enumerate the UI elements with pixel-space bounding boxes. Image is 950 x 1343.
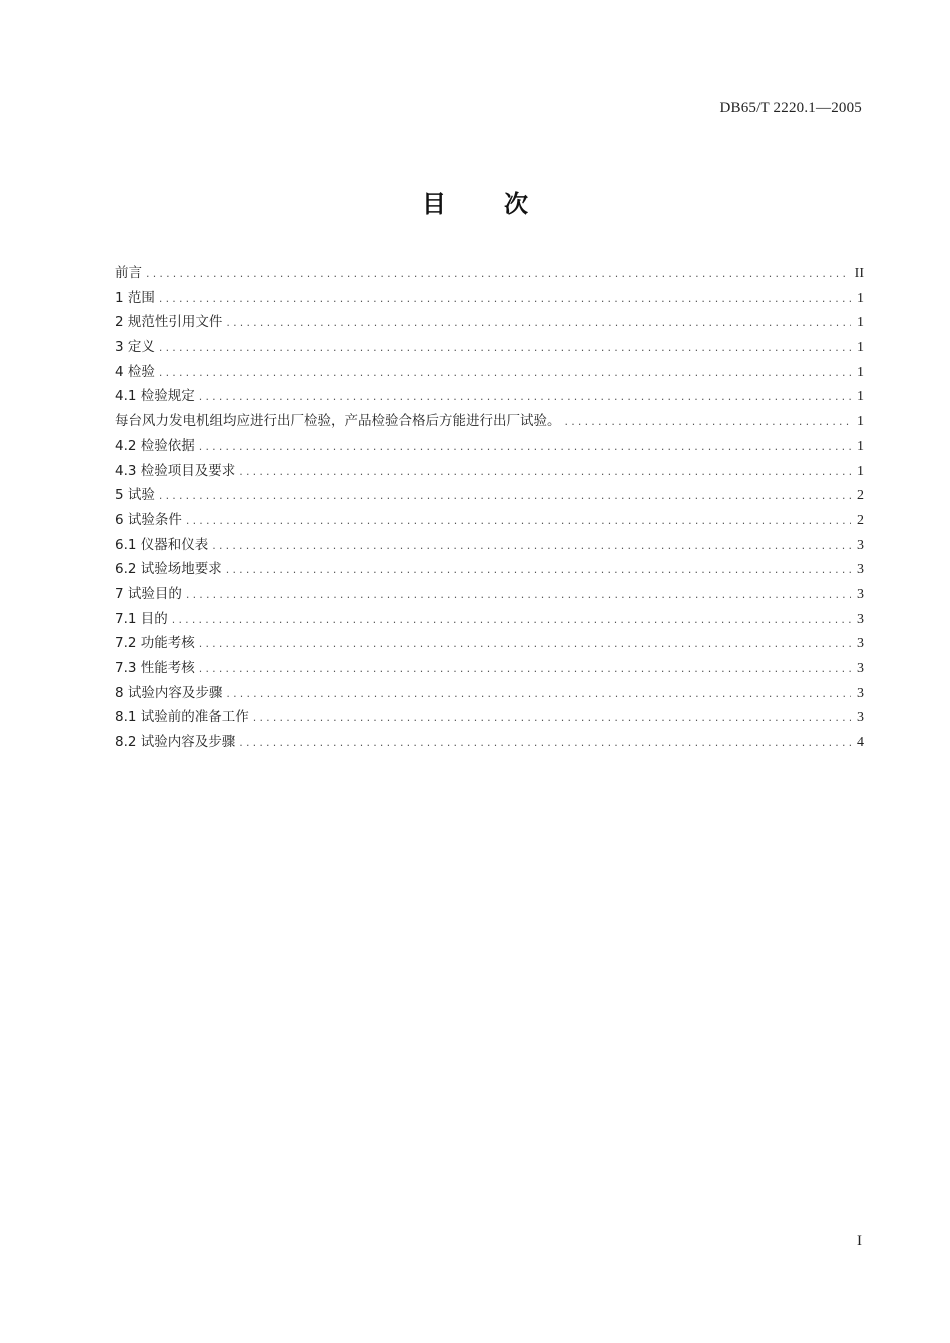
toc-entry-page: 1 <box>857 290 864 306</box>
toc-entry-page: 3 <box>857 537 864 553</box>
toc-entry-page: 3 <box>857 661 864 676</box>
toc-entry[interactable] <box>115 335 864 360</box>
toc-entry-label: 8.2 试验内容及步骤 <box>115 734 236 751</box>
toc-entry-page: 2 <box>857 512 864 528</box>
toc-entry-label: 6.2 试验场地要求 <box>115 561 222 578</box>
page-number: I <box>857 1233 862 1249</box>
toc-entry-page: 3 <box>857 562 864 578</box>
toc-entry-page: 1 <box>857 389 864 405</box>
toc-entry[interactable] <box>115 459 864 484</box>
toc-leader-dots <box>146 268 849 279</box>
toc-leader-dots <box>159 367 851 378</box>
toc-entry-label: 7.1 目的 <box>115 610 168 627</box>
toc-leader-dots <box>186 515 851 526</box>
toc-entry-page: 3 <box>857 586 864 602</box>
toc-leader-dots <box>199 391 851 402</box>
toc-entry[interactable] <box>115 656 864 681</box>
toc-entry-page: 1 <box>857 438 864 454</box>
toc-entry-page: 1 <box>857 414 864 430</box>
toc-leader-dots <box>199 663 851 674</box>
toc-entry[interactable] <box>115 310 864 335</box>
toc-entry[interactable] <box>115 384 864 409</box>
toc-entry[interactable] <box>115 286 864 311</box>
toc-entry[interactable] <box>115 631 864 656</box>
toc-entry-page: 3 <box>857 685 864 701</box>
toc-leader-dots <box>199 441 851 452</box>
document-code: DB65/T 2220.1—2005 <box>719 100 862 116</box>
toc-entry-label: 6 试验条件 <box>115 511 182 528</box>
toc-leader-dots <box>226 564 851 575</box>
toc-entry-page: II <box>854 266 864 281</box>
toc-entry[interactable] <box>115 730 864 755</box>
toc-entry[interactable] <box>115 409 864 434</box>
toc-entry-page: 4 <box>857 735 864 751</box>
toc-entry-page: 2 <box>857 488 864 504</box>
toc-entry-label: 前言 <box>115 265 142 281</box>
toc-entry[interactable] <box>115 705 864 730</box>
toc-leader-dots <box>159 342 851 353</box>
toc-entry-label: 每台风力发电机组均应进行出厂检验，产品检验合格后方能进行出厂试验。 <box>115 413 561 430</box>
toc-entry-label: 7 试验目的 <box>115 585 182 602</box>
toc-entry[interactable] <box>115 582 864 607</box>
toc-entry-page: 1 <box>857 315 864 331</box>
toc-entry-label: 1 范围 <box>115 289 155 306</box>
toc-entry-label: 4 检验 <box>115 363 155 380</box>
toc-title: 目次 <box>422 190 586 218</box>
toc-entry-page: 3 <box>857 611 864 627</box>
toc-entry[interactable] <box>115 681 864 706</box>
toc-entry-label: 7.3 性能考核 <box>115 660 195 676</box>
toc-leader-dots <box>565 416 852 427</box>
toc-entry-label: 4.1 检验规定 <box>115 388 195 405</box>
toc-leader-dots <box>226 688 851 699</box>
toc-leader-dots <box>186 589 851 600</box>
toc-entry-page: 1 <box>857 340 864 356</box>
toc-entry[interactable] <box>115 483 864 508</box>
toc-leader-dots <box>199 638 851 649</box>
toc-entry[interactable] <box>115 434 864 459</box>
toc-leader-dots <box>226 317 851 328</box>
toc-leader-dots <box>172 614 851 625</box>
toc-entry[interactable] <box>115 533 864 558</box>
toc-entry-label: 2 规范性引用文件 <box>115 314 223 331</box>
toc-leader-dots <box>253 712 851 723</box>
toc-entry-label: 4.3 检验项目及要求 <box>115 462 236 479</box>
toc-entry[interactable] <box>115 557 864 582</box>
toc-entry-page: 1 <box>857 364 864 380</box>
table-of-contents <box>115 261 864 755</box>
toc-entry[interactable] <box>115 508 864 533</box>
toc-entry-label: 8 试验内容及步骤 <box>115 684 223 701</box>
toc-entry-label: 7.2 功能考核 <box>115 635 195 652</box>
toc-leader-dots <box>159 293 851 304</box>
toc-entry[interactable] <box>115 360 864 385</box>
toc-leader-dots <box>239 737 851 748</box>
toc-leader-dots <box>159 490 851 501</box>
toc-entry-label: 3 定义 <box>115 339 155 356</box>
toc-entry-page: 3 <box>857 710 864 726</box>
toc-entry-label: 4.2 检验依据 <box>115 437 195 454</box>
toc-entry-page: 1 <box>857 463 864 479</box>
toc-entry-label: 8.1 试验前的准备工作 <box>115 709 249 726</box>
toc-entry-label: 6.1 仪器和仪表 <box>115 536 209 553</box>
toc-entry-page: 3 <box>857 636 864 652</box>
toc-entry[interactable] <box>115 261 864 286</box>
toc-leader-dots <box>239 466 851 477</box>
toc-entry[interactable] <box>115 607 864 632</box>
toc-entry-label: 5 试验 <box>115 487 155 504</box>
toc-leader-dots <box>212 540 851 551</box>
